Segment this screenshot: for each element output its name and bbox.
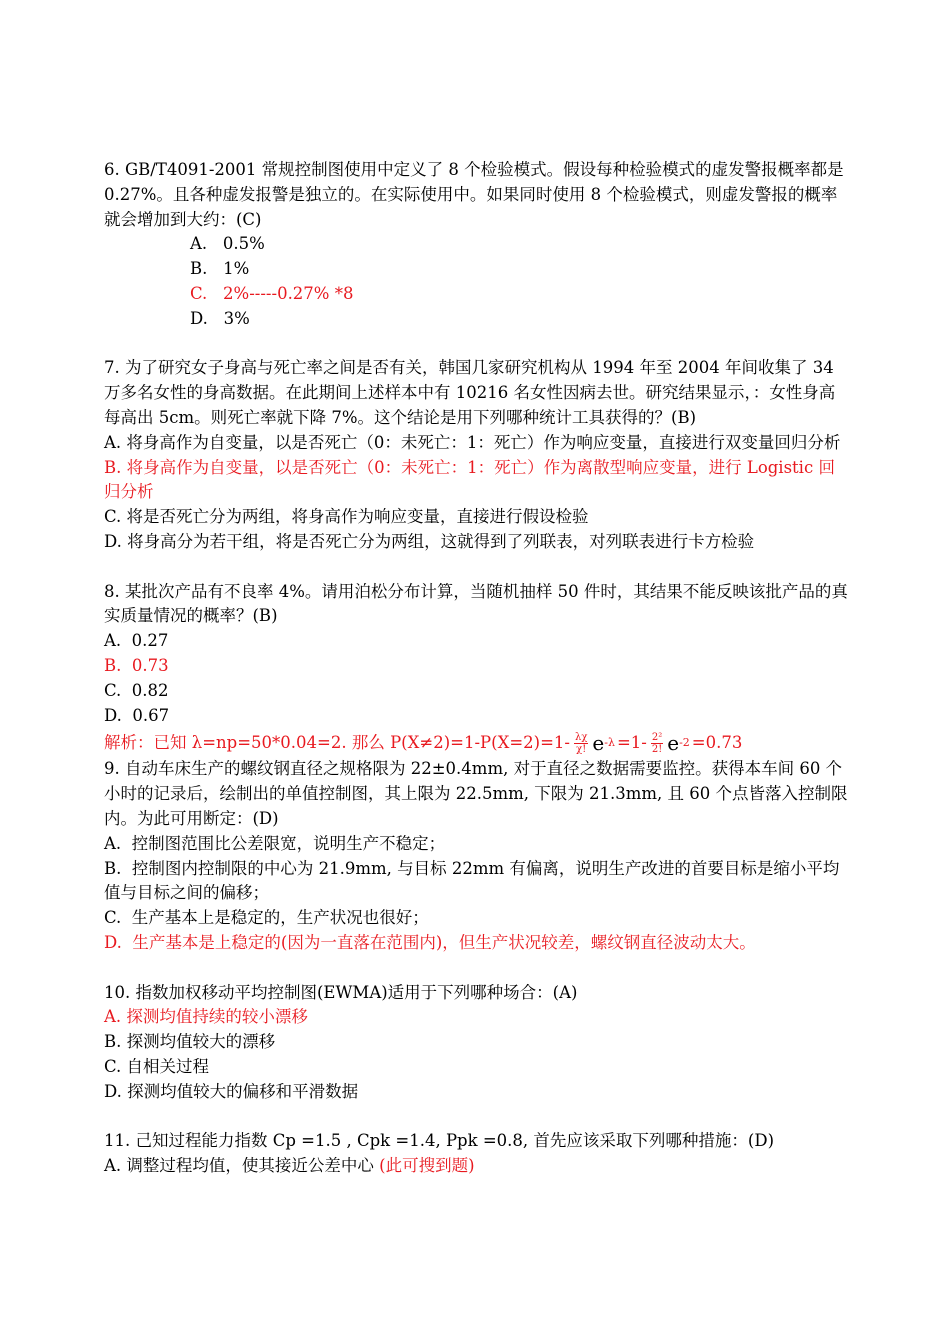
- q10-option-a-answer: A. 探测均值持续的较小漂移: [104, 1007, 308, 1027]
- q6-option-a: A. 0.5%: [190, 234, 265, 254]
- q7-option-b-answer: B. 将身高作为自变量，以是否死亡（0：未死亡：1：死亡）作为离散型响应变量，进行 Logistic 回归分析: [104, 457, 835, 502]
- question-11-text: 11. 己知过程能力指数 Cp =1.5 , Cpk =1.4, Ppk =0.8, 首先应该采取下列哪种措施：(D): [104, 1131, 775, 1151]
- q8-analysis-formula: [104, 729, 849, 757]
- q11-option-a-text: A. 调整过程均值，使其接近公差中心: [104, 1156, 374, 1176]
- q6-option-d: D. 3%: [190, 308, 250, 328]
- question-7-text: 7. 为了研究女子身高与死亡率之间是否有关，韩国几家研究机构从 1994 年至 2004 年间收集了 34 万多名女性的身高数据。在此期间上述样本中有 10216 名女性因病去世。研究结果显示，：女性身高每高出 5cm。则死亡率就下降 7%。这个结论是用下列哪种统计工具获得的？(B): [104, 358, 836, 427]
- q11-option-a: [104, 1154, 849, 1179]
- q7-option-c: C. 将是否死亡分为两组，将身高作为响应变量，直接进行假设检验: [104, 507, 589, 527]
- q9-option-b: B. 控制图内控制限的中心为 21.9mm, 与目标 22mm 有偏离，说明生产改进的首要目标是缩小平均值与目标之间的偏移；: [104, 858, 840, 903]
- q8-option-a: A. 0.27: [104, 631, 169, 651]
- fraction-two-numerator: 2²: [651, 731, 663, 743]
- fraction-two: [651, 732, 663, 755]
- q9-option-c: C. 生产基本上是稳定的，生产状况也很好；: [104, 908, 429, 928]
- question-10-text: 10. 指数加权移动平均控制图(EWMA)适用于下列哪种场合：(A): [104, 982, 578, 1002]
- q8-option-b-answer: B. 0.73: [104, 655, 169, 675]
- q7-option-a: A. 将身高作为自变量，以是否死亡（0：未死亡：1：死亡）作为响应变量，直接进行双变量回归分析: [104, 432, 841, 452]
- q9-option-d-answer: D. 生产基本是上稳定的(因为一直落在范围内)，但生产状况较差，螺纹钢直径波动太大。: [104, 932, 756, 952]
- fraction-two-denominator: 2!: [651, 743, 663, 755]
- fraction-lambda: [574, 732, 588, 755]
- euler-e-2: e: [667, 730, 680, 755]
- q10-option-c: C. 自相关过程: [104, 1056, 210, 1076]
- q9-option-a: A. 控制图范围比公差限宽，说明生产不稳定；: [104, 833, 446, 853]
- q6-option-c-answer: C. 2%-----0.27% *8: [190, 283, 354, 303]
- analysis-suffix: =0.73: [691, 732, 743, 752]
- q7-option-d: D. 将身高分为若干组，将是否死亡分为两组，这就得到了列联表，对列联表进行卡方检验: [104, 531, 755, 551]
- q10-option-d: D. 探测均值较大的偏移和平滑数据: [104, 1081, 359, 1101]
- fraction-lambda-numerator: λχ: [574, 731, 588, 743]
- q6-option-b: B. 1%: [190, 259, 250, 279]
- euler-e: e: [592, 730, 605, 755]
- analysis-mid: =1-: [616, 732, 647, 752]
- document-page: [104, 158, 849, 1179]
- exponent-two: -2: [679, 735, 690, 749]
- question-8-text: 8. 某批次产品有不良率 4%。请用泊松分布计算，当随机抽样 50 件时，其结果不能反映该批产品的真实质量情况的概率？(B): [104, 581, 848, 626]
- q11-option-a-note: (此可搜到题): [379, 1156, 475, 1176]
- q8-option-d: D. 0.67: [104, 705, 170, 725]
- question-6-text: 6. GB/T4091-2001 常规控制图使用中定义了 8 个检验模式。假设每种检验模式的虚发警报概率都是 0.27%。且各种虚发报警是独立的。在实际使用中。如果同时使用 8 个检验模式，则虚发警报的概率就会增加到大约：(C): [104, 160, 844, 229]
- exponent-lambda: -λ: [604, 735, 615, 749]
- q8-option-c: C. 0.82: [104, 680, 169, 700]
- q10-option-b: B. 探测均值较大的漂移: [104, 1032, 276, 1052]
- fraction-lambda-denominator: χ!: [576, 743, 587, 755]
- analysis-prefix: 解析：已知 λ=np=50*0.04=2. 那么 P(X≠2)=1-P(X=2)=1-: [104, 732, 570, 752]
- question-9-text: 9. 自动车床生产的螺纹钢直径之规格限为 22±0.4mm, 对于直径之数据需要监控。获得本车间 60 个小时的记录后，绘制出的单值控制图，其上限为 22.5mm, 下限为 21.3mm, 且 60 个点皆落入控制限内。为此可用断定：(D): [104, 759, 848, 828]
